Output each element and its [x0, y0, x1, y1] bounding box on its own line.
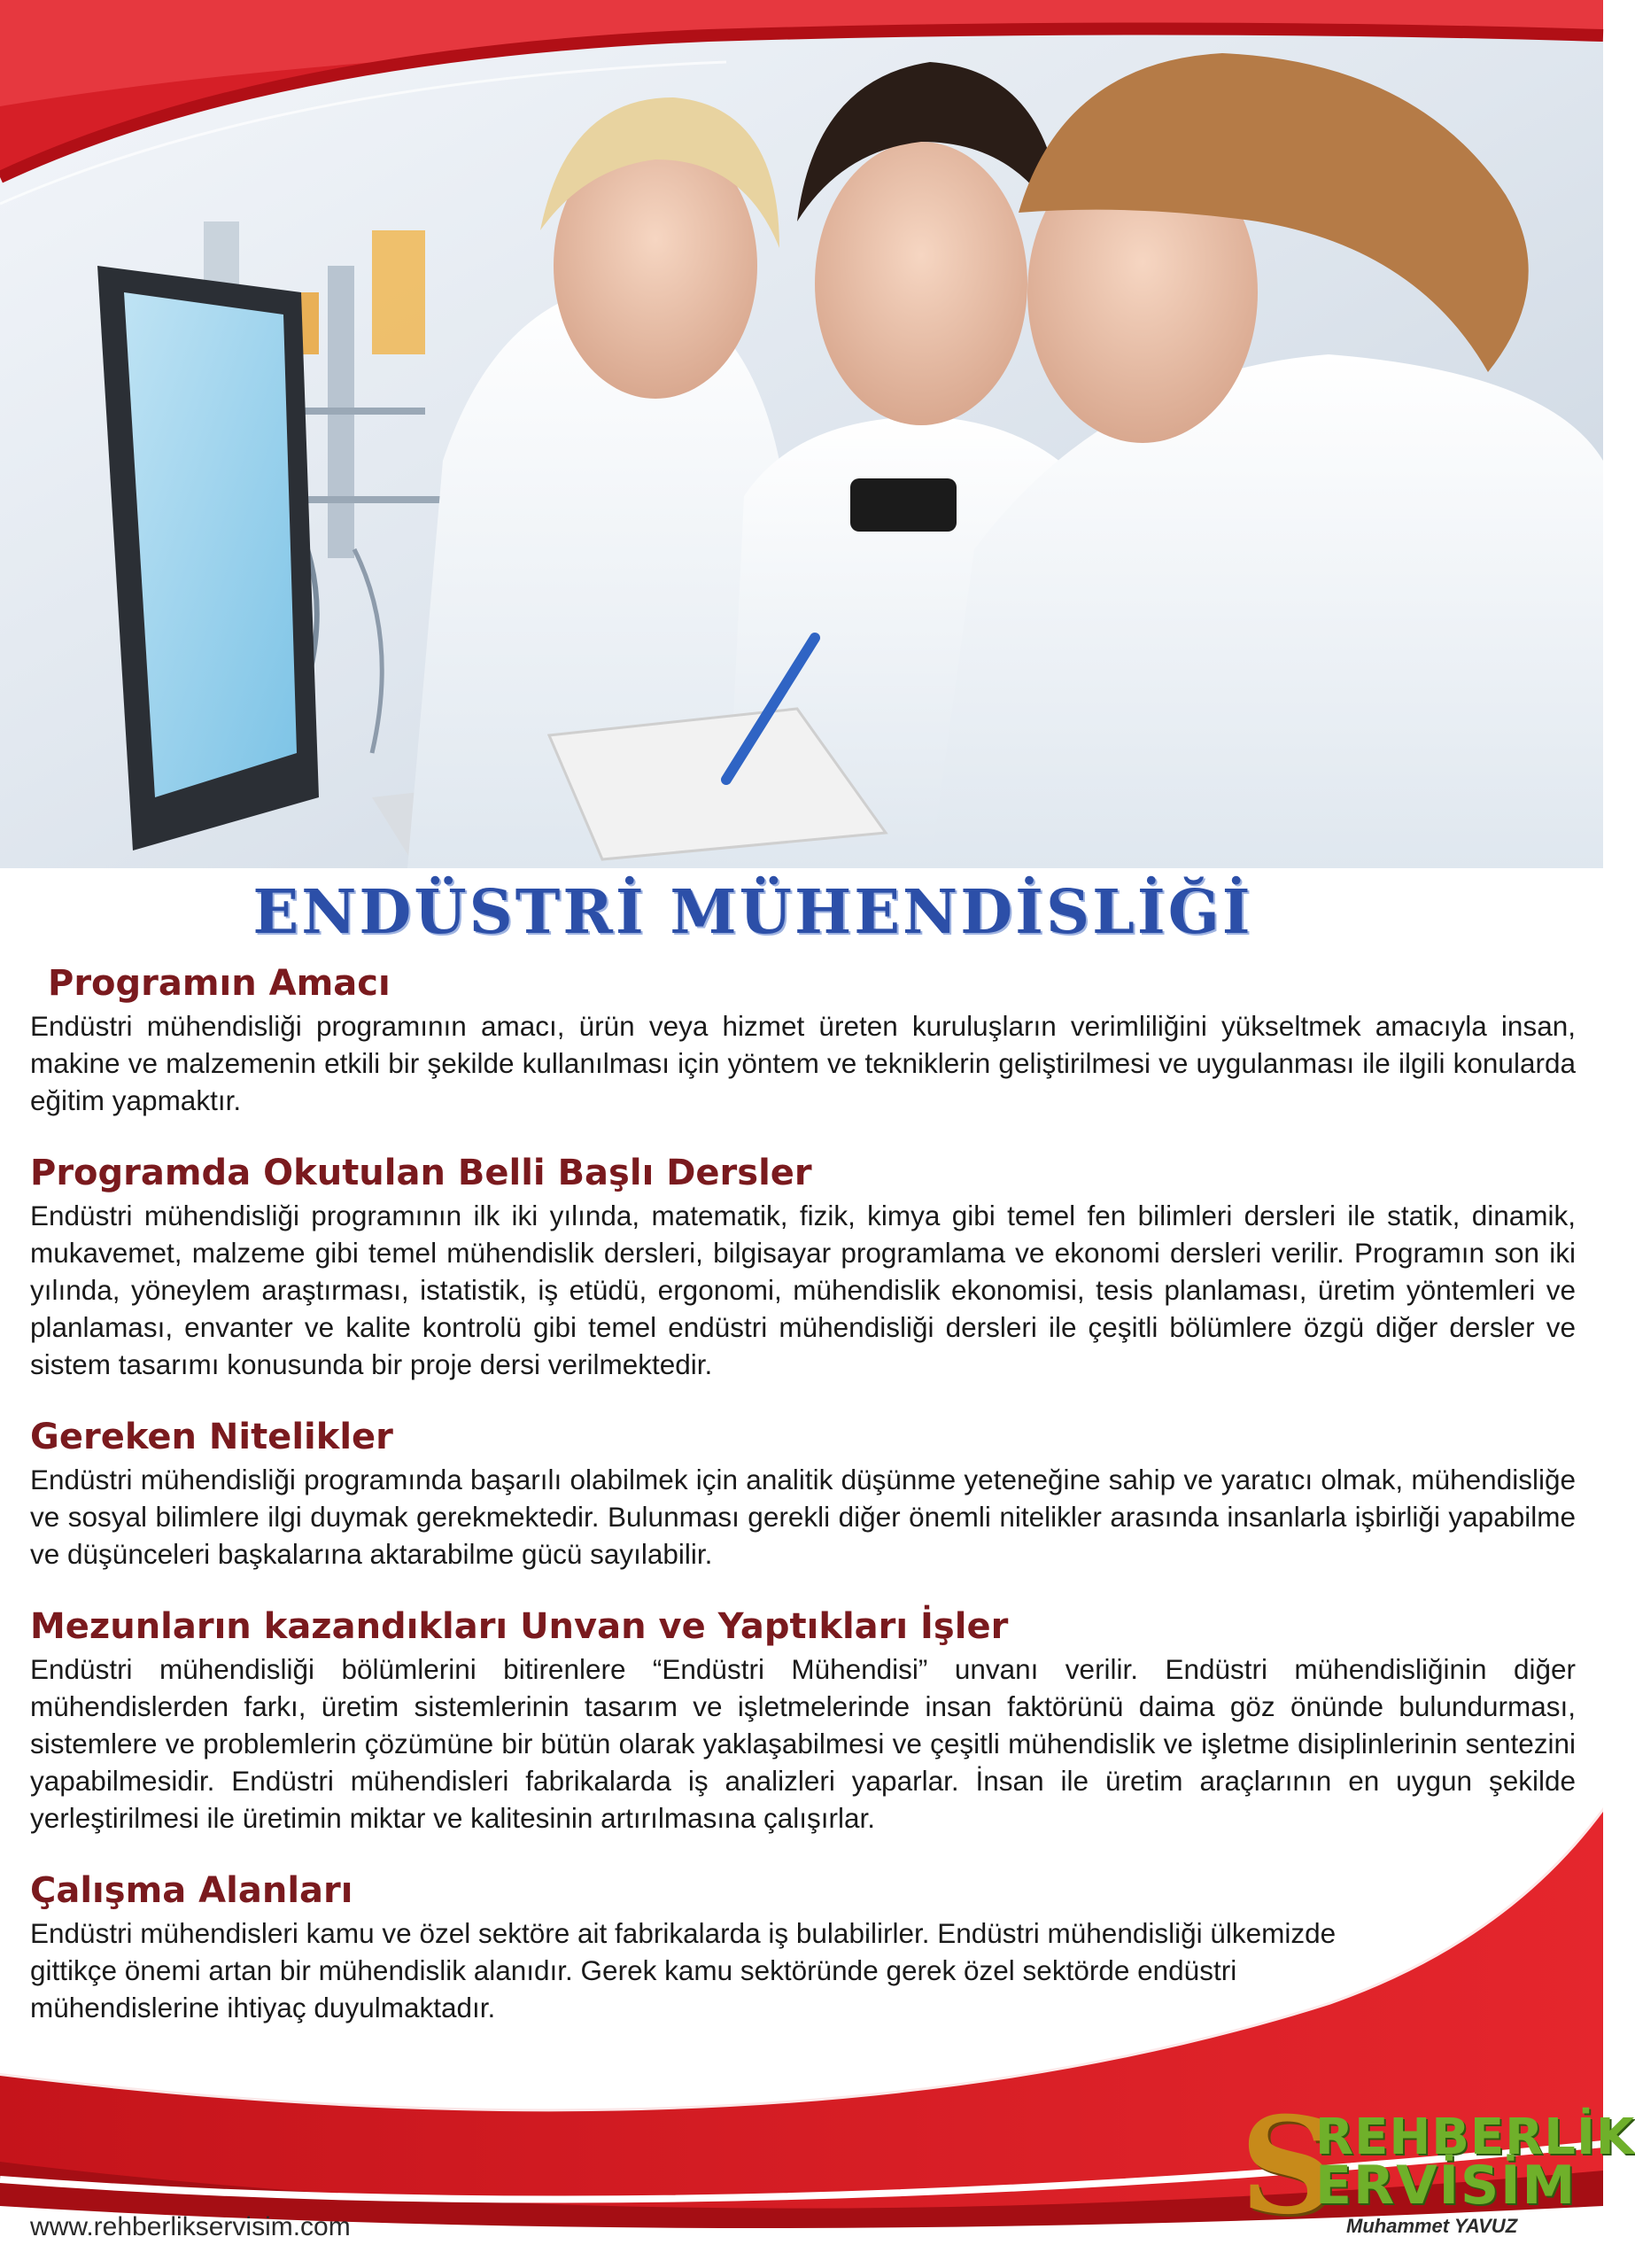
section-text: Endüstri mühendisliği programının ilk iki yılında, matematik, fizik, kimya gibi temel fen bilimleri dersleri ile statik, dinamik, mukavemet, malzeme gibi temel mühendislik dersleri, bilgisayar programlama ve ekonomi dersleri verilir. Programın son iki yılında, yöneylem araştırması, istatistik, iş etüdü, ergonomi, mühendislik ekonomisi, tesis planlaması, üretim yöntemleri ve planlaması, envanter ve kalite kontrolü gibi temel endüstri mühendisliği dersleri ile çeşitli bölümlere özgü diğer dersler ve sistem tasarımı konusunda bir proje dersi verilmektedir. — [30, 1200, 1576, 1380]
rehberlik-servisim-logo — [1240, 2088, 1635, 2244]
logo-author: Muhammet YAVUZ — [1346, 2215, 1518, 2237]
section-courses — [30, 1151, 1576, 1383]
section-heading: Mezunların kazandıkları Unvan ve Yaptıkları İşler — [30, 1606, 1009, 1647]
logo-line1: REHBERLİK — [1315, 2109, 1635, 2166]
logo-line2: ERVİSİM — [1315, 2155, 1577, 2217]
section-text: Endüstri mühendisliği bölümlerini bitirenlere “Endüstri Mühendisi” unvanı verilir. Endüstri mühendisliğinin diğer mühendislerden farkı, üretim sistemlerinin tasarım ve işletmelerinde insan faktörünü daima göz önünde bulundurması, sistemlere ve problemlerin çözümüne bir bütün olarak yaklaşabilmesi ve çeşitli mühendislik ve işletme disiplinlerinin sentezini yapabilmesidir. Endüstri mühendisleri fabrikalarda iş analizleri yaparlar. İnsan ile üretim araçlarının en uygun şekilde yerleştirilmesi ile üretimin miktar ve kalitesinin artırılmasına çalışırlar. — [30, 1653, 1576, 1834]
website-url[interactable]: www.rehberlikservisim.com — [30, 2212, 351, 2241]
banner-photo — [0, 0, 1603, 868]
section-heading: Programın Amacı — [48, 963, 391, 1004]
section-qualifications — [30, 1415, 1576, 1573]
section-program-purpose — [30, 961, 1576, 1119]
logo-initial: S — [1240, 2088, 1337, 2244]
section-text: Endüstri mühendisliği programında başarılı olabilmek için analitik düşünme yeteneğine sahip ve yaratıcı olmak, mühendisliğe ve sosyal bilimlere ilgi duymak gerekmektedir. Bulunması gerekli diğer önemli nitelikler arasında insanlarla işbirliği yapabilme ve düşünceleri başkalarına aktarabilme gücü sayılabilir. — [30, 1464, 1576, 1570]
page-title: ENDÜSTRİ MÜHENDİSLİĞİ — [252, 877, 1253, 948]
section-heading: Çalışma Alanları — [30, 1870, 353, 1911]
section-heading: Programda Okutulan Belli Başlı Dersler — [30, 1153, 812, 1193]
section-text: Endüstri mühendisliği programının amacı, ürün veya hizmet üreten kuruluşların verimliliğini yükseltmek amacıyla insan, makine ve malzemenin etkili bir şekilde kullanılması için yöntem ve tekniklerin geliştirilmesi ve uygulanması ile ilgili konularda eğitim yapmaktır. — [30, 1010, 1576, 1116]
section-heading: Gereken Nitelikler — [30, 1417, 393, 1457]
header-banner — [0, 0, 1603, 868]
section-text: Endüstri mühendisleri kamu ve özel sektöre ait fabrikalarda iş bulabilirler. Endüstri mühendisliği ülkemizde gittikçe önemi artan bir mühendislik alanıdır. Gerek kamu sektöründe gerek özel sektörde endüstri mühendislerine ihtiyaç duyulmaktadır. — [30, 1917, 1337, 2023]
